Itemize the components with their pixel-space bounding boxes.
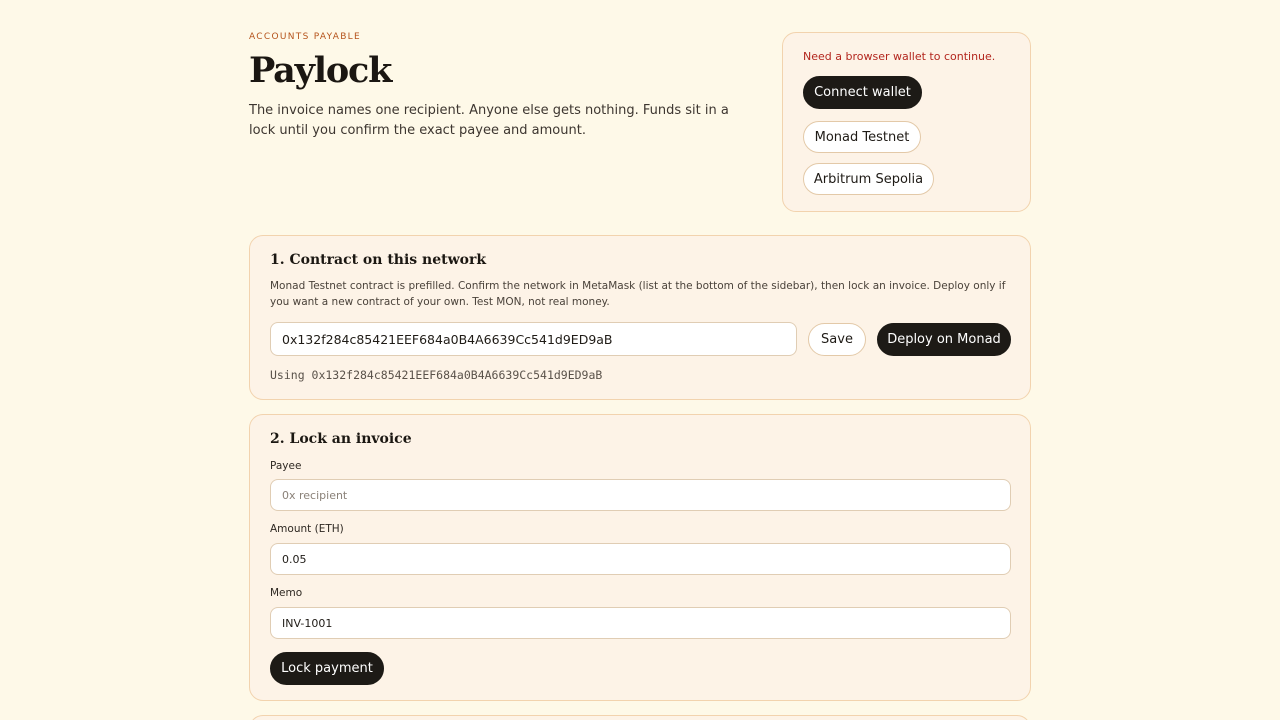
memo-label: Memo [270, 587, 303, 599]
memo-input[interactable] [270, 607, 1011, 639]
payee-input[interactable] [270, 479, 1011, 511]
page-title: Paylock [249, 50, 392, 91]
page-description: The invoice names one recipient. Anyone else gets nothing. Funds sit in a lock until you confirm the exact payee and amount. [249, 103, 729, 138]
wallet-panel [782, 32, 1031, 212]
contract-section-title: 1. Contract on this network [270, 252, 487, 268]
next-section-card [249, 715, 1031, 720]
contract-status: Using 0x132f284c85421EEF684a0B4A6639Cc541d9ED9aB [270, 368, 603, 382]
contract-section [249, 235, 1031, 400]
wallet-warning: Need a browser wallet to continue. [803, 50, 996, 63]
save-button[interactable]: Save [808, 323, 866, 356]
payee-label: Payee [270, 460, 302, 472]
amount-input[interactable] [270, 543, 1011, 575]
amount-label: Amount (ETH) [270, 523, 344, 535]
connect-wallet-button[interactable]: Connect wallet [803, 76, 922, 109]
contract-address-input[interactable] [270, 322, 797, 356]
deploy-button[interactable]: Deploy on Monad [877, 323, 1011, 356]
eyebrow-label: ACCOUNTS PAYABLE [249, 32, 361, 42]
network-monad-testnet-button[interactable]: Monad Testnet [803, 121, 921, 153]
invoice-section-title: 2. Lock an invoice [270, 431, 412, 447]
lock-payment-button[interactable]: Lock payment [270, 652, 384, 685]
invoice-section [249, 414, 1031, 701]
network-arbitrum-sepolia-button[interactable]: Arbitrum Sepolia [803, 163, 934, 195]
contract-section-description: Monad Testnet contract is prefilled. Confirm the network in MetaMask (list at the bottom of the sidebar), then lock an invoice. Deploy only if you want a new contract of your own. Test MON, not real money. [270, 280, 1006, 308]
